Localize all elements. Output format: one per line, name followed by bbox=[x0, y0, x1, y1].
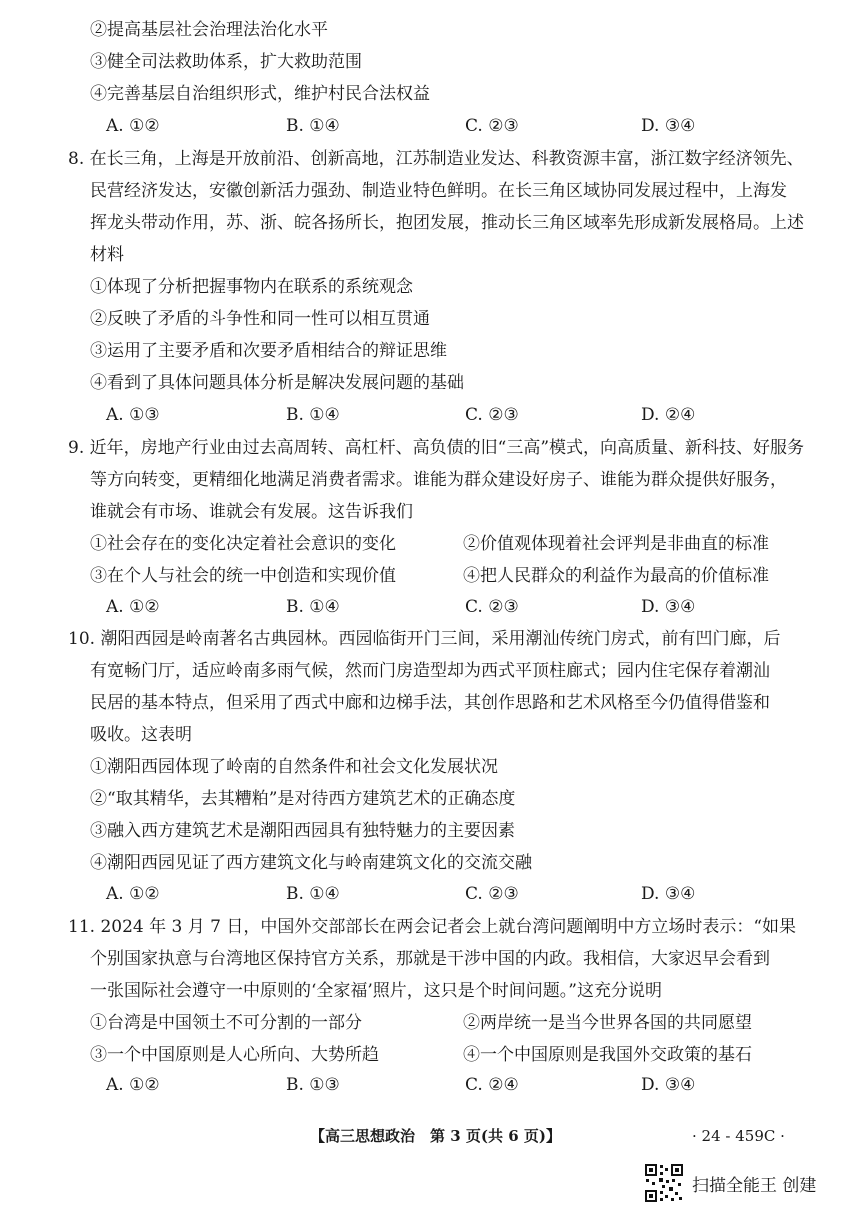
q10-stem-line-1: 10. 潮阳西园是岭南著名古典园林。西园临街开门三间，采用潮汕传统门房式，前有凹门廊，后 bbox=[68, 629, 781, 649]
q10-stem-line-3: 民居的基本特点，但采用了西式中廊和边梯手法，其创作思路和艺术风格至今仍值得借鉴和 bbox=[90, 693, 770, 713]
option-d: D. ③④ bbox=[641, 1075, 696, 1095]
qr-code-icon bbox=[644, 1163, 684, 1203]
q11-stem-line-1: 11. 2024 年 3 月 7 日，中国外交部部长在两会记者会上就台湾问题阐明中方立场时表示：“如果 bbox=[68, 917, 797, 937]
q9-items-row-1 bbox=[0, 532, 860, 556]
q8-item-1: ①体现了分析把握事物内在联系的系统观念 bbox=[90, 277, 413, 297]
option-a: A. ①③ bbox=[106, 405, 160, 425]
q11-item-3: ③一个中国原则是人心所向、大势所趋 bbox=[90, 1045, 379, 1065]
option-c: C. ②③ bbox=[465, 884, 519, 904]
option-b: B. ①④ bbox=[286, 405, 340, 425]
prev-options bbox=[0, 114, 860, 138]
q9-options bbox=[0, 595, 860, 619]
option-a: A. ①② bbox=[106, 1075, 160, 1095]
q8-options bbox=[0, 403, 860, 427]
option-a: A. ①② bbox=[106, 116, 160, 136]
option-b: B. ①④ bbox=[286, 884, 340, 904]
q9-item-2: ②价值观体现着社会评判是非曲直的标准 bbox=[463, 534, 769, 554]
q9-items-row-2 bbox=[0, 564, 860, 588]
option-a: A. ①② bbox=[106, 597, 160, 617]
option-d: D. ③④ bbox=[641, 884, 696, 904]
q10-item-1: ①潮阳西园体现了岭南的自然条件和社会文化发展状况 bbox=[90, 757, 498, 777]
option-d: D. ③④ bbox=[641, 116, 696, 136]
option-b: B. ①④ bbox=[286, 597, 340, 617]
q8-item-3: ③运用了主要矛盾和次要矛盾相结合的辩证思维 bbox=[90, 341, 447, 361]
q8-stem-line-3: 挥龙头带动作用，苏、浙、皖各扬所长，抱团发展，推动长三角区域率先形成新发展格局。上述 bbox=[90, 213, 804, 233]
q8-stem-line-4: 材料 bbox=[90, 245, 124, 265]
q11-item-4: ④一个中国原则是我国外交政策的基石 bbox=[463, 1045, 752, 1065]
q9-stem-line-3: 谁就会有市场、谁就会有发展。这告诉我们 bbox=[90, 502, 413, 522]
option-d: D. ②④ bbox=[641, 405, 696, 425]
q8-stem-line-1: 8. 在长三角，上海是开放前沿、创新高地，江苏制造业发达、科教资源丰富，浙江数字经济领先、 bbox=[68, 149, 804, 169]
option-d: D. ③④ bbox=[641, 597, 696, 617]
prev-item-4: ④完善基层自治组织形式，维护村民合法权益 bbox=[90, 84, 430, 104]
prev-item-2: ②提高基层社会治理法治化水平 bbox=[90, 20, 328, 40]
option-c: C. ②③ bbox=[465, 597, 519, 617]
q9-stem-line-2: 等方向转变，更精细化地满足消费者需求。谁能为群众建设好房子、谁能为群众提供好服务， bbox=[90, 470, 787, 490]
page-footer bbox=[0, 1124, 860, 1148]
option-a: A. ①② bbox=[106, 884, 160, 904]
option-c: C. ②③ bbox=[465, 116, 519, 136]
q10-stem-line-4: 吸收。这表明 bbox=[90, 725, 192, 745]
q8-stem-line-2: 民营经济发达，安徽创新活力强劲、制造业特色鲜明。在长三角区域协同发展过程中，上海发 bbox=[90, 181, 787, 201]
q11-options bbox=[0, 1073, 860, 1097]
q11-stem-line-2: 个别国家执意与台湾地区保持官方关系，那就是干涉中国的内政。我相信，大家迟早会看到 bbox=[90, 949, 770, 969]
q10-item-4: ④潮阳西园见证了西方建筑文化与岭南建筑文化的交流交融 bbox=[90, 853, 532, 873]
q11-stem-line-3: 一张国际社会遵守一中原则的‘全家福’照片，这只是个时间问题。”这充分说明 bbox=[90, 981, 662, 1001]
q10-stem-line-2: 有宽畅门厅，适应岭南多雨气候，然而门房造型却为西式平顶柱廊式；园内住宅保存着潮汕 bbox=[90, 661, 770, 681]
q8-item-2: ②反映了矛盾的斗争性和同一性可以相互贯通 bbox=[90, 309, 430, 329]
option-b: B. ①③ bbox=[286, 1075, 340, 1095]
option-c: C. ②④ bbox=[465, 1075, 519, 1095]
q9-item-1: ①社会存在的变化决定着社会意识的变化 bbox=[90, 534, 396, 554]
q8-item-4: ④看到了具体问题具体分析是解决发展问题的基础 bbox=[90, 373, 464, 393]
option-b: B. ①④ bbox=[286, 116, 340, 136]
q11-items-row-1 bbox=[0, 1011, 860, 1035]
footer-code: · 24 - 459C · bbox=[692, 1127, 785, 1145]
option-c: C. ②③ bbox=[465, 405, 519, 425]
q9-item-3: ③在个人与社会的统一中创造和实现价值 bbox=[90, 566, 396, 586]
q11-item-1: ①台湾是中国领土不可分割的一部分 bbox=[90, 1013, 362, 1033]
q11-items-row-2 bbox=[0, 1043, 860, 1067]
prev-item-3: ③健全司法救助体系，扩大救助范围 bbox=[90, 52, 362, 72]
q10-item-3: ③融入西方建筑艺术是潮阳西园具有独特魅力的主要因素 bbox=[90, 821, 515, 841]
q9-stem-line-1: 9. 近年，房地产行业由过去高周转、高杠杆、高负债的旧“三高”模式，向高质量、新科技、好服务 bbox=[68, 438, 805, 458]
q11-item-2: ②两岸统一是当今世界各国的共同愿望 bbox=[463, 1013, 752, 1033]
scanner-label: 扫描全能王 创建 bbox=[692, 1176, 817, 1196]
q10-options bbox=[0, 882, 860, 906]
footer-title: 【高三思想政治 第 3 页(共 6 页)】 bbox=[310, 1127, 561, 1145]
q9-item-4: ④把人民群众的利益作为最高的价值标准 bbox=[463, 566, 769, 586]
q10-item-2: ②“取其精华，去其糟粕”是对待西方建筑艺术的正确态度 bbox=[90, 789, 516, 809]
